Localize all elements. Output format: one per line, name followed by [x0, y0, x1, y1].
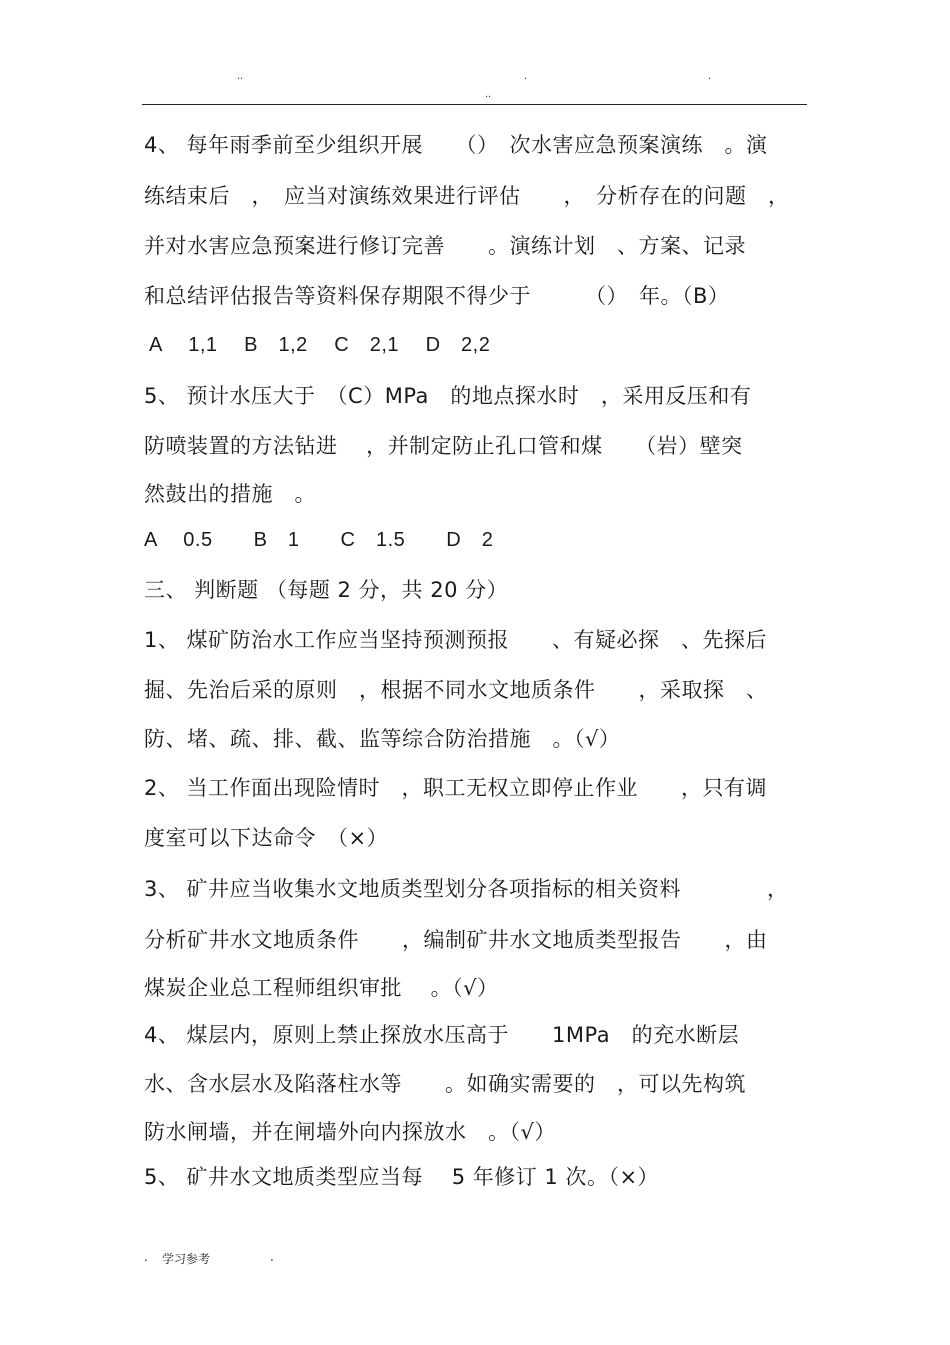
header-mark-lower: ..	[485, 88, 492, 100]
header-mark-center: .	[524, 70, 528, 82]
judgment-1-line-3: 防、堵、疏、排、截、监等综合防治措施 。（√）	[144, 727, 621, 751]
judgment-4-line-1: 4、 煤层内，原则上禁止探放水压高于 1MPa 的充水断层	[144, 1023, 740, 1047]
judgment-3-line-1: 3、 矿井应当收集水文地质类型划分各项指标的相关资料 ，	[144, 877, 789, 901]
judgment-2-line-2: 度室可以下达命令 （×）	[144, 826, 389, 850]
question-4-options: A 1,1 B 1,2 C 2,1 D 2,2	[144, 334, 491, 356]
footer-label: 学习参考	[162, 1252, 211, 1266]
header-rule	[142, 104, 807, 105]
question-4-line-4: 和总结评估报告等资料保存期限不得少于 （） 年。（B）	[144, 284, 730, 308]
question-5-options: A 0.5 B 1 C 1.5 D 2	[144, 529, 494, 551]
question-5-line-3: 然鼓出的措施 。	[144, 482, 316, 506]
question-5-line-2: 防喷装置的方法钻进 ，并制定防止孔口管和煤 （岩）壁突	[144, 434, 743, 458]
judgment-5-line-1: 5、 矿井水文地质类型应当每 5 年修订 1 次。（×）	[144, 1165, 660, 1189]
footer-dot-right: .	[270, 1250, 274, 1264]
header-mark-right: .	[708, 70, 712, 82]
question-4-line-2: 练结束后 ， 应当对演练效果进行评估 ， 分析存在的问题 ，	[144, 184, 790, 208]
judgment-4-line-3: 防水闸墙，并在闸墙外向内探放水 。（√）	[144, 1120, 556, 1144]
judgment-2-line-1: 2、 当工作面出现险情时 ，职工无权立即停止作业 ，只有调	[144, 776, 768, 800]
footer-dot-left: .	[144, 1250, 148, 1264]
question-4-line-3: 并对水害应急预案进行修订完善 。演练计划 、方案、记录	[144, 234, 746, 258]
section-heading-judgment: 三、 判断题 （每题 2 分，共 20 分）	[144, 578, 509, 602]
header-mark-left: ..	[237, 70, 244, 82]
judgment-4-line-2: 水、含水层水及陷落柱水等 。如确实需要的 ，可以先构筑	[144, 1072, 746, 1096]
question-4-line-1: 4、 每年雨季前至少组织开展 （） 次水害应急预案演练 。演	[144, 133, 768, 157]
judgment-1-line-2: 掘、先治后采的原则 ，根据不同水文地质条件 ，采取探 、	[144, 678, 768, 702]
question-5-line-1: 5、 预计水压大于 （C）MPa 的地点探水时 ，采用反压和有	[144, 384, 752, 408]
judgment-1-line-1: 1、 煤矿防治水工作应当坚持预测预报 、有疑必探 、先探后	[144, 628, 768, 652]
judgment-3-line-2: 分析矿井水文地质条件 ，编制矿井水文地质类型报告 ，由	[144, 928, 768, 952]
judgment-3-line-3: 煤炭企业总工程师组织审批 。（√）	[144, 976, 499, 1000]
